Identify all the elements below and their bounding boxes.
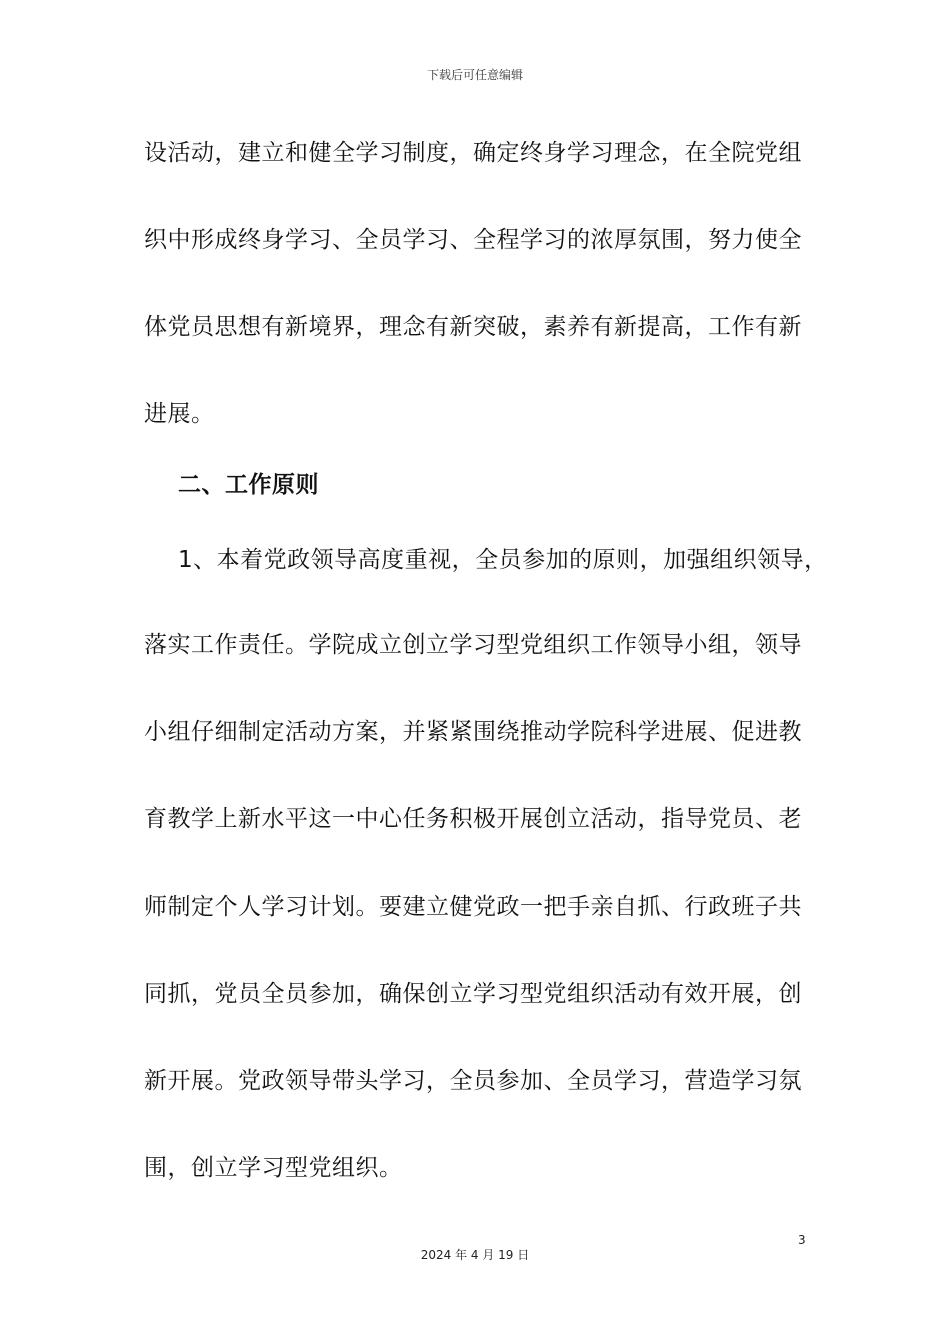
- footer-date: 2024 年 4 月 19 日: [420, 1248, 530, 1262]
- paragraph-line: 新开展。党政领导带头学习，全员参加、全员学习，营造学习氛: [144, 1068, 802, 1094]
- paragraph-line: 同抓，党员全员参加，确保创立学习型党组织活动有效开展，创: [144, 981, 802, 1007]
- header-note: 下载后可任意编辑: [426, 68, 523, 82]
- paragraph-line: 进展。: [144, 401, 215, 427]
- paragraph-line: 围，创立学习型党组织。: [144, 1155, 403, 1181]
- paragraph-line: 设活动，建立和健全学习制度，确定终身学习理念，在全院党组: [144, 140, 802, 166]
- paragraph-line: 师制定个人学习计划。要建立健党政一把手亲自抓、行政班子共: [144, 894, 802, 920]
- paragraph-line: 1、本着党政领导高度重视，全员参加的原则，加强组织领导，: [178, 547, 828, 573]
- page-number: 3: [798, 1233, 806, 1247]
- paragraph-line: 体党员思想有新境界，理念有新突破，素养有新提高，工作有新: [144, 314, 802, 340]
- paragraph-line: 小组仔细制定活动方案，并紧紧围绕推动学院科学进展、促进教: [144, 719, 802, 745]
- section-heading: 二、工作原则: [178, 472, 319, 498]
- paragraph-line: 织中形成终身学习、全员学习、全程学习的浓厚氛围，努力使全: [144, 227, 802, 253]
- paragraph-line: 育教学上新水平这一中心任务积极开展创立活动，指导党员、老: [144, 806, 802, 832]
- paragraph-line: 落实工作责任。学院成立创立学习型党组织工作领导小组，领导: [144, 632, 802, 658]
